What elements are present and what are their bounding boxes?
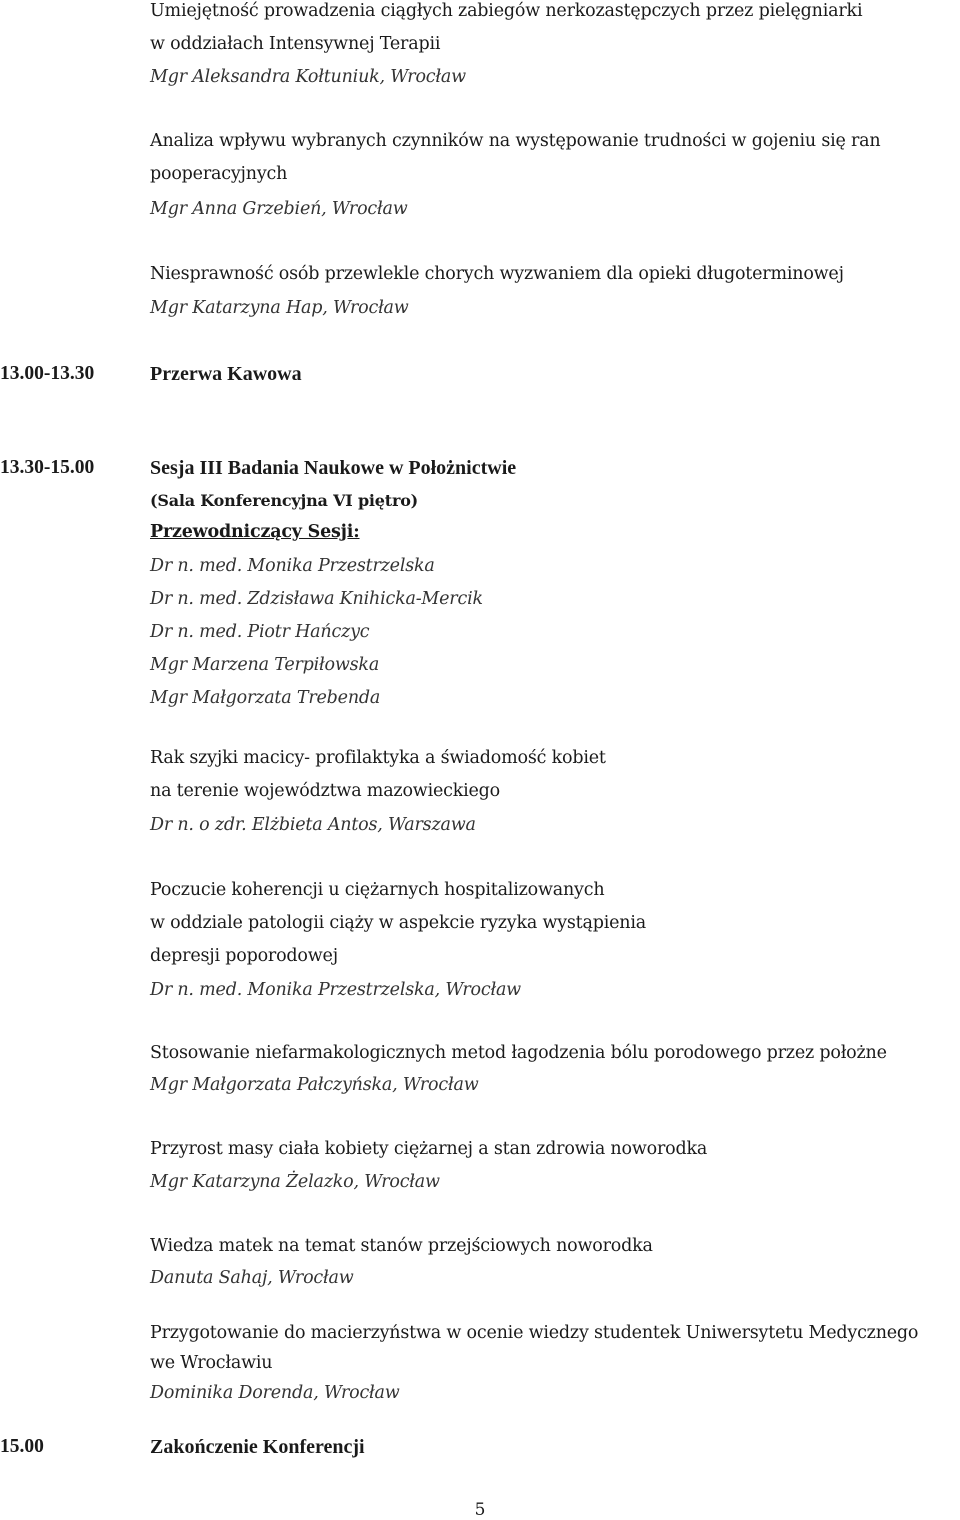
talk-title: we Wrocławiu: [150, 1353, 273, 1373]
chair-person: Mgr Marzena Terpiłowska: [150, 655, 380, 675]
chair-person: Dr n. med. Piotr Hańczyc: [150, 622, 370, 642]
talk-title: pooperacyjnych: [150, 164, 288, 184]
chair-person: Dr n. med. Zdzisława Knihicka-Mercik: [150, 589, 483, 609]
talk-title: Przyrost masy ciała kobiety ciężarnej a stan zdrowia noworodka: [150, 1139, 708, 1159]
break-time: 13.00-13.30: [0, 363, 95, 384]
talk-title: Umiejętność prowadzenia ciągłych zabiegów nerkozastępczych przez pielęgniarki: [150, 1, 863, 21]
session-chairs-label: Przewodniczący Sesji:: [150, 522, 360, 542]
talk-title: w oddziałach Intensywnej Terapii: [150, 34, 441, 54]
talk-author: Dr n. o zdr. Elżbieta Antos, Warszawa: [150, 815, 476, 835]
break-label: Przerwa Kawowa: [150, 363, 302, 385]
page-number: 5: [474, 1500, 486, 1520]
talk-title: na terenie województwa mazowieckiego: [150, 781, 501, 801]
talk-author: Dr n. med. Monika Przestrzelska, Wrocław: [150, 980, 521, 1000]
talk-author: Mgr Anna Grzebień, Wrocław: [150, 199, 408, 219]
talk-title: Niesprawność osób przewlekle chorych wyzwaniem dla opieki długoterminowej: [150, 264, 844, 284]
talk-title: Analiza wpływu wybranych czynników na występowanie trudności w gojeniu się ran: [150, 131, 881, 151]
talk-author: Mgr Katarzyna Żelazko, Wrocław: [150, 1172, 440, 1192]
talk-title: Przygotowanie do macierzyństwa w ocenie wiedzy studentek Uniwersytetu Medycznego: [150, 1323, 919, 1343]
talk-title: Stosowanie niefarmakologicznych metod łagodzenia bólu porodowego przez położne: [150, 1043, 887, 1063]
chair-person: Dr n. med. Monika Przestrzelska: [150, 556, 435, 576]
talk-title: Rak szyjki macicy- profilaktyka a świadomość kobiet: [150, 748, 606, 768]
talk-author: Mgr Małgorzata Pałczyńska, Wrocław: [150, 1075, 479, 1095]
closing-time: 15.00: [0, 1436, 44, 1457]
talk-author: Mgr Katarzyna Hap, Wrocław: [150, 298, 409, 318]
talk-author: Danuta Sahaj, Wrocław: [150, 1268, 354, 1288]
talk-title: Wiedza matek na temat stanów przejściowych noworodka: [150, 1236, 653, 1256]
talk-title: Poczucie koherencji u ciężarnych hospitalizowanych: [150, 880, 605, 900]
closing-label: Zakończenie Konferencji: [150, 1436, 365, 1458]
session-room: (Sala Konferencyjna VI piętro): [150, 491, 419, 510]
session-time: 13.30-15.00: [0, 457, 95, 478]
session-title: Sesja III Badania Naukowe w Położnictwie: [150, 457, 517, 479]
talk-author: Dominika Dorenda, Wrocław: [150, 1383, 400, 1403]
talk-title: w oddziale patologii ciąży w aspekcie ryzyka wystąpienia: [150, 913, 647, 933]
talk-author: Mgr Aleksandra Kołtuniuk, Wrocław: [150, 67, 466, 87]
talk-title: depresji poporodowej: [150, 946, 338, 966]
chair-person: Mgr Małgorzata Trebenda: [150, 688, 381, 708]
